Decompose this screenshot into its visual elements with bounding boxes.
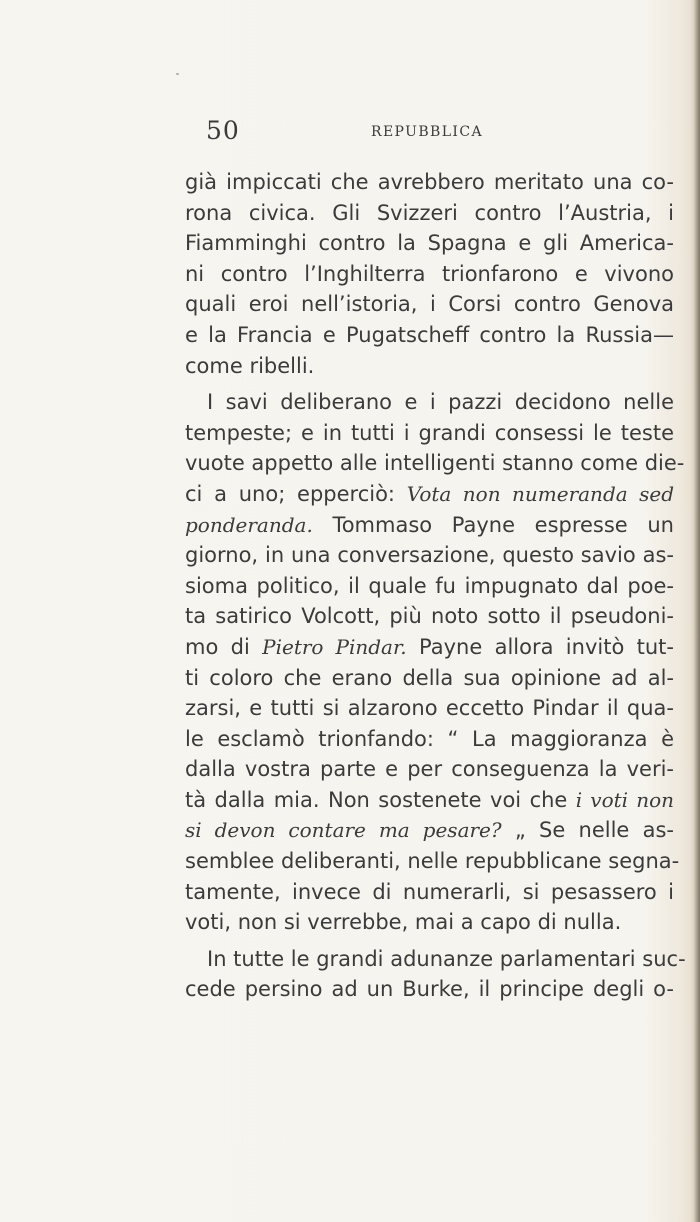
text-line: In tutte le grandi adunanze parlamentari suc-: [207, 946, 686, 971]
text-line: si devon contare ma pesare? „ Se nelle as-: [185, 818, 674, 843]
text-line: come ribelli.: [185, 353, 315, 378]
text-line: zarsi, e tutti si alzarono eccetto Pindar il qua-: [185, 696, 674, 721]
page-edge-shadow: [690, 0, 700, 1222]
page-number: 50: [206, 116, 240, 145]
text-line: dalla vostra parte e per conseguenza la veri-: [185, 757, 674, 782]
text-line: mo di Pietro Pindar. Payne allora invitò tut-: [185, 634, 674, 659]
paper-speck: [176, 73, 179, 75]
text-line: semblee deliberanti, nelle repubblicane segna-: [185, 849, 680, 874]
italic-phrase: Pietro Pindar.: [262, 634, 407, 659]
text-line: tamente, invece di numerarli, si pesassero i: [185, 879, 674, 904]
italic-phrase: Vota non numeranda sed: [406, 481, 674, 506]
italic-phrase: si devon contare ma pesare?: [185, 818, 502, 843]
text-line: voti, non si verrebbe, mai a capo di nulla.: [185, 910, 622, 935]
italic-phrase: ponderanda.: [185, 512, 313, 537]
text-line: le esclamò trionfando: “ La maggioranza è: [185, 726, 674, 751]
text-line: ta satirico Volcott, più noto sotto il pseudoni-: [185, 604, 674, 629]
text-line: ti coloro che erano della sua opinione ad al-: [185, 665, 674, 690]
running-head: REPUBBLICA: [371, 124, 483, 140]
text-line: Fiamminghi contro la Spagna e gli America-: [185, 231, 674, 256]
italic-phrase: i voti non: [575, 787, 674, 812]
text-line: già impiccati che avrebbero meritato una co-: [185, 170, 674, 194]
text-line: tà dalla mia. Non sostenete voi che i voti non: [185, 787, 674, 812]
text-line: quali eroi nell’istoria, i Corsi contro Genova: [185, 292, 674, 317]
body-text: [185, 167, 686, 1005]
text-line: e la Francia e Pugatscheff contro la Russia—: [185, 322, 674, 347]
text-line: cede persino ad un Burke, il principe degli o-: [185, 977, 674, 1002]
text-line: ni contro l’Inghilterra trionfarono e vivono: [185, 261, 674, 286]
text-line: ci a uno; epperciò: Vota non numeranda sed: [185, 481, 674, 506]
text-line: tempeste; e in tutti i grandi consessi le teste: [185, 420, 674, 445]
text-line: vuote appetto alle intelligenti stanno come die-: [185, 451, 685, 476]
text-line: ponderanda. Tommaso Payne espresse un: [185, 512, 674, 537]
text-line: I savi deliberano e i pazzi decidono nelle: [207, 390, 674, 415]
text-line: giorno, in una conversazione, questo savio as-: [185, 543, 674, 568]
text-line: rona civica. Gli Svizzeri contro l’Austria, i: [185, 200, 674, 225]
text-line: sioma politico, il quale fu impugnato dal poe-: [185, 573, 674, 598]
page-header: [206, 116, 674, 146]
